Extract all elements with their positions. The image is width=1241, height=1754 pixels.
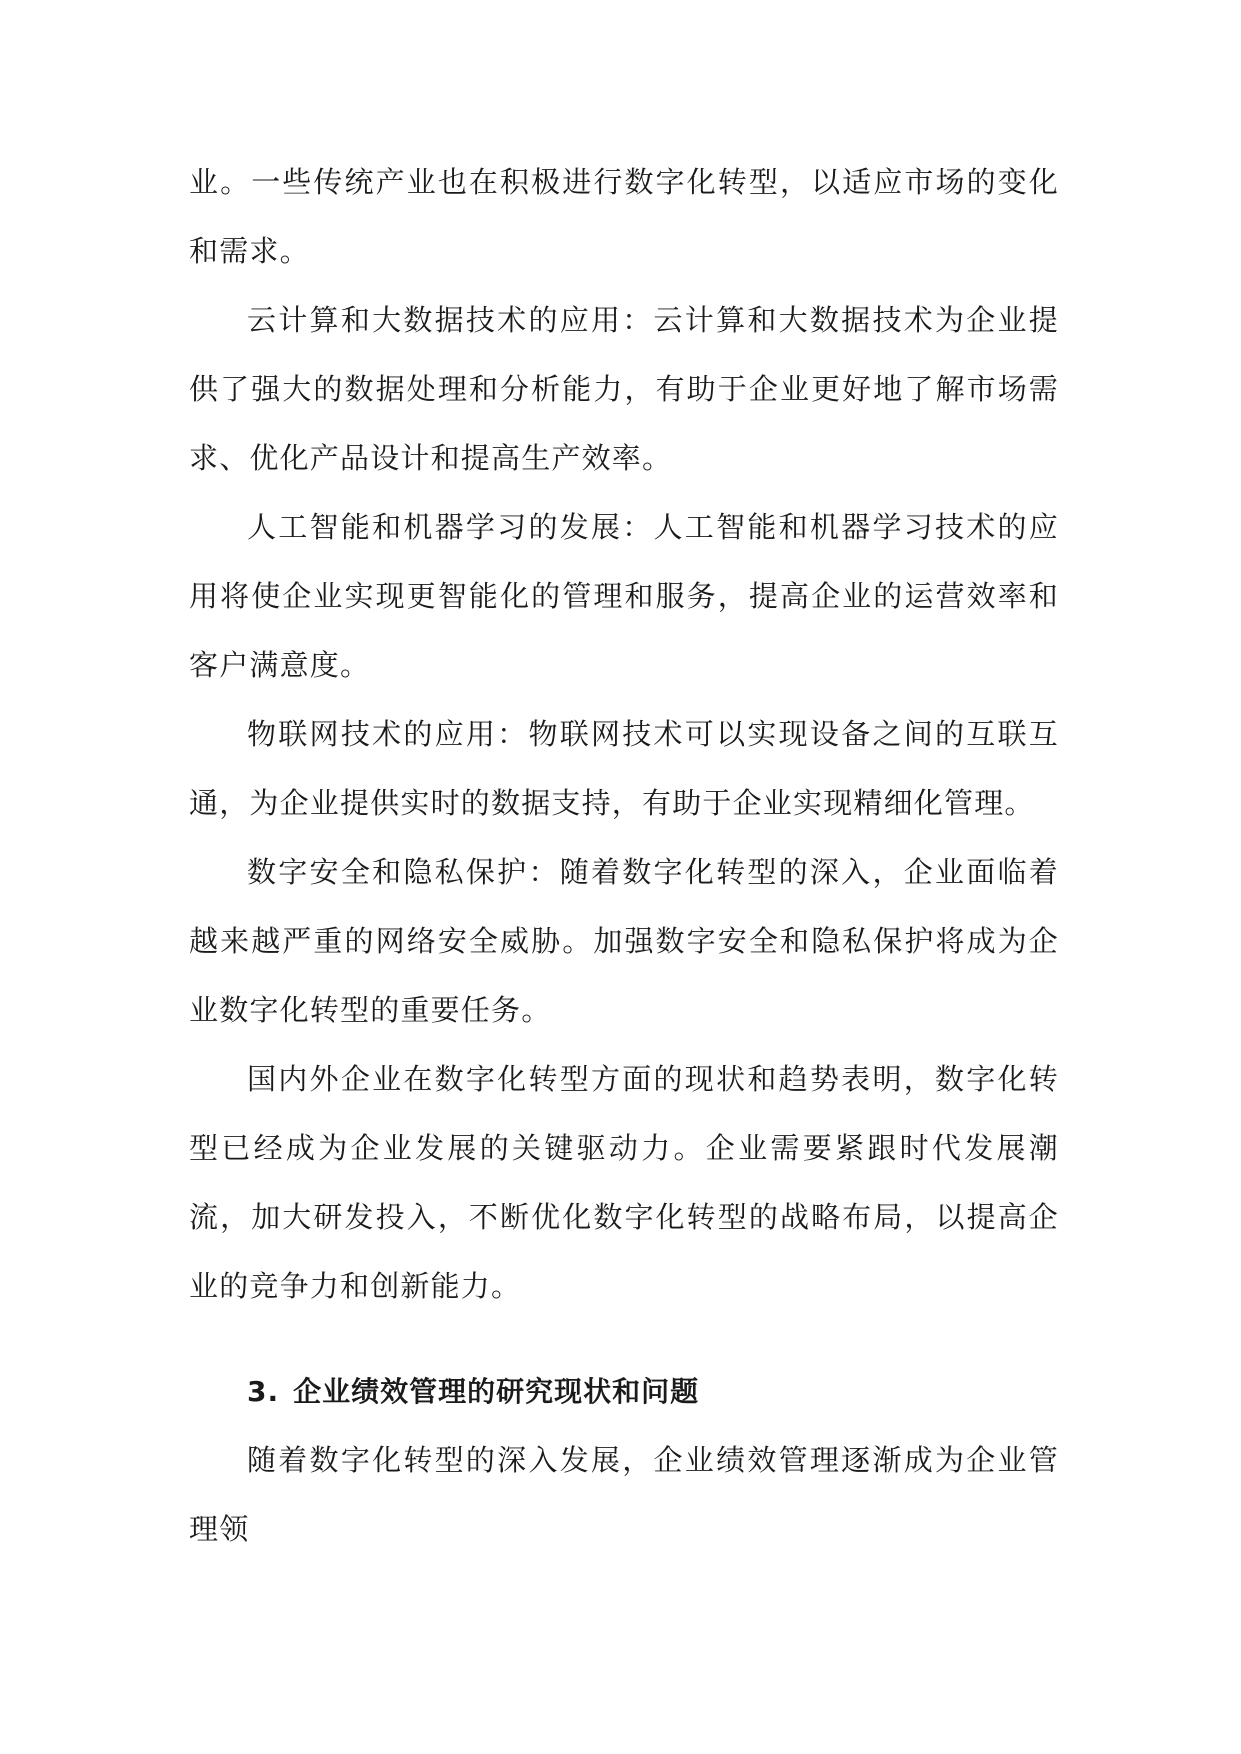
paragraph-security-privacy: 数字安全和隐私保护：随着数字化转型的深入，企业面临着越来越严重的网络安全威胁。加强数字安全和隐私保护将成为企业数字化转型的重要任务。 xyxy=(189,855,1059,1027)
paragraph-section-intro: 随着数字化转型的深入发展，企业绩效管理逐渐成为企业管理领 xyxy=(189,1443,1059,1546)
document-body xyxy=(189,148,1059,1564)
paragraph-ai-ml: 人工智能和机器学习的发展：人工智能和机器学习技术的应用将使企业实现更智能化的管理和服务，提高企业的运营效率和客户满意度。 xyxy=(189,510,1059,682)
paragraph-continuation: 业。一些传统产业也在积极进行数字化转型，以适应市场的变化和需求。 xyxy=(189,165,1059,268)
paragraph-cloud-big-data: 云计算和大数据技术的应用：云计算和大数据技术为企业提供了强大的数据处理和分析能力，有助于企业更好地了解市场需求、优化产品设计和提高生产效率。 xyxy=(189,303,1059,475)
paragraph-summary: 国内外企业在数字化转型方面的现状和趋势表明，数字化转型已经成为企业发展的关键驱动力。企业需要紧跟时代发展潮流，加大研发投入，不断优化数字化转型的战略布局，以提高企业的竞争力和创新能力。 xyxy=(189,1062,1059,1303)
section-number: 3. xyxy=(247,1375,280,1408)
paragraph-iot: 物联网技术的应用：物联网技术可以实现设备之间的互联互通，为企业提供实时的数据支持，有助于企业实现精细化管理。 xyxy=(189,717,1059,820)
section-heading xyxy=(189,1357,1059,1426)
section-title: 企业绩效管理的研究现状和问题 xyxy=(293,1375,700,1408)
